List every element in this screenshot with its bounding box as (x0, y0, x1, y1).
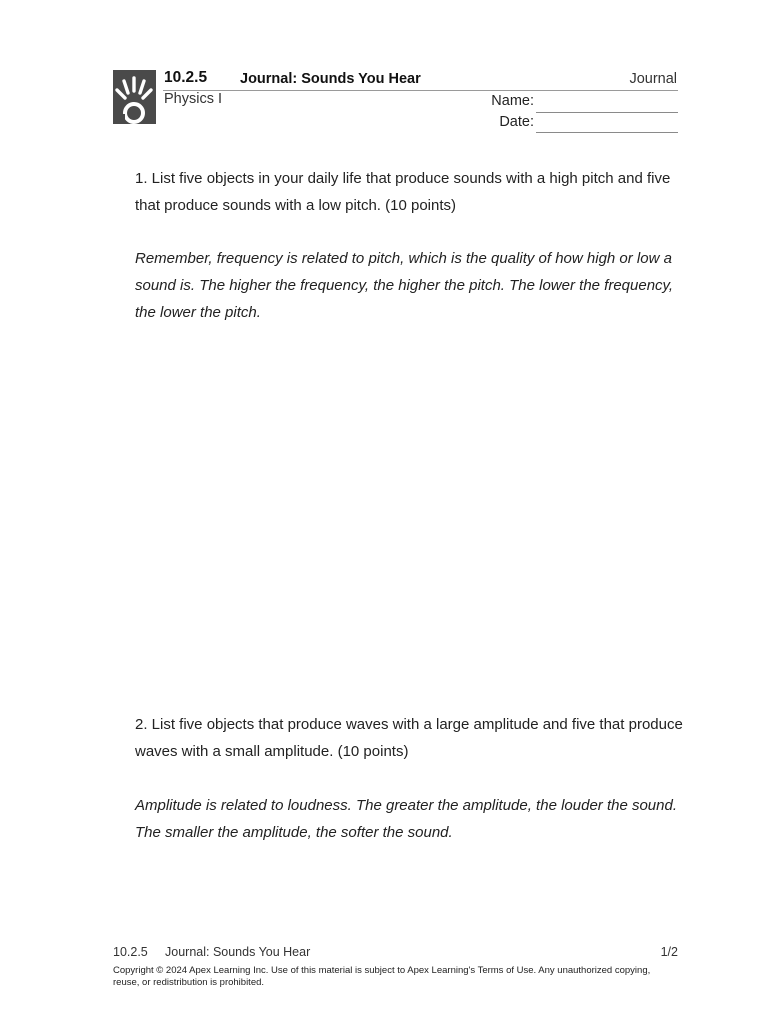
date-label: Date: (499, 114, 534, 130)
name-label: Name: (491, 93, 534, 109)
apex-learning-logo-icon (113, 70, 156, 124)
footer-lesson-number: 10.2.5 (113, 945, 148, 959)
question-1-hint: Remember, frequency is related to pitch, which is the quality of how high or low a sound is. The higher the frequency, the higher the pitch. The lower the frequency, the lower the pitch. (135, 250, 674, 321)
question-2-prompt: 2. List five objects that produce waves with a large amplitude and five that produce waves with a small amplitude. (10 points) (135, 716, 683, 760)
page-title: Journal: Sounds You Hear (240, 71, 421, 87)
question-1-prompt: 1. List five objects in your daily life that produce sounds with a high pitch and five that produce sounds with a low pitch. (10 points) (135, 170, 671, 214)
footer-title: Journal: Sounds You Hear (165, 945, 311, 959)
lesson-number: 10.2.5 (164, 69, 208, 86)
date-field[interactable] (536, 132, 678, 133)
document-type: Journal (629, 71, 677, 87)
question-2-hint: Amplitude is related to loudness. The greater the amplitude, the louder the sound. The smaller the amplitude, the softer the sound. (135, 797, 677, 841)
name-field[interactable] (536, 112, 678, 113)
page-number: 1/2 (660, 945, 678, 959)
copyright-notice: Copyright © 2024 Apex Learning Inc. Use of this material is subject to Apex Learning's Terms of Use. Any unauthorized copying, reuse, or redistribution is prohibited. (113, 965, 651, 988)
course-name: Physics I (164, 91, 223, 107)
header-divider (163, 90, 678, 91)
